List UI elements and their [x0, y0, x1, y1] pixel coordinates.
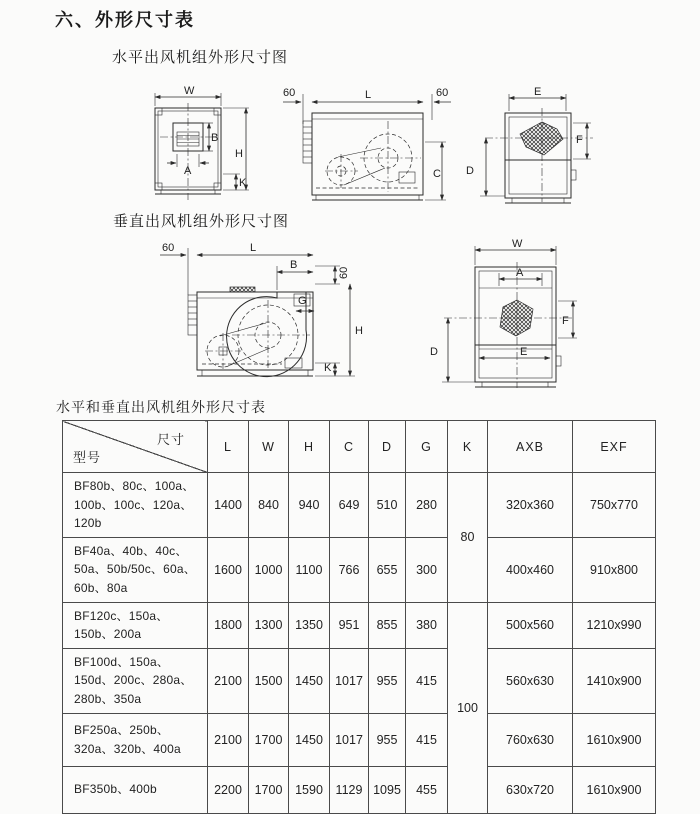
dim-label-C: C: [433, 168, 441, 180]
dim-label-60-top: 60: [338, 266, 350, 279]
dim-label-D: D: [466, 165, 474, 177]
dim-label-B: B: [211, 132, 219, 144]
cell-L: 2200: [208, 766, 249, 813]
cell-L: 1800: [208, 602, 249, 648]
subtitle-vertical-unit: 垂直出风机组外形尺寸图: [113, 213, 290, 230]
cell-L: 2100: [208, 713, 249, 766]
dim-label-F: F: [576, 134, 583, 146]
page-title: 六、外形尺寸表: [55, 10, 195, 30]
cell-C: 766: [330, 537, 369, 602]
model-cell: BF100d、150a、150d、200c、280a、280b、350a: [63, 648, 208, 713]
cell-L: 1400: [208, 473, 249, 538]
dim-label-E: E: [534, 86, 542, 98]
corner-size-label: 尺寸: [156, 432, 185, 447]
table-row: [63, 713, 656, 766]
cell-C: 649: [330, 473, 369, 538]
drawing-horizontal-front-view: [145, 84, 255, 206]
col-header-AXB: AXB: [488, 421, 573, 473]
dim-label-A: A: [184, 165, 192, 177]
corner-model-label: 型号: [73, 450, 102, 465]
dim-label-W: W: [184, 85, 195, 97]
cell-C: 1017: [330, 648, 369, 713]
cell-AXB: 760x630: [488, 713, 573, 766]
cell-C: 951: [330, 602, 369, 648]
cell-W: 1700: [249, 713, 289, 766]
col-header-H: H: [289, 421, 330, 473]
dim-label-H: H: [235, 148, 243, 160]
dim-label-L: L: [250, 242, 257, 254]
cell-H: 1590: [289, 766, 330, 813]
col-header-L: L: [208, 421, 249, 473]
model-cell: BF120c、150a、150b、200a: [63, 602, 208, 648]
dim-label-E: E: [520, 346, 528, 358]
col-header-K: K: [448, 421, 488, 473]
cell-AXB: 500x560: [488, 602, 573, 648]
cell-EXF: 1410x900: [573, 648, 656, 713]
table-row: [63, 537, 656, 602]
table-row: [63, 602, 656, 648]
cell-D: 655: [369, 537, 406, 602]
corner-cell: [63, 421, 208, 473]
col-header-C: C: [330, 421, 369, 473]
cell-G: 380: [406, 602, 448, 648]
cell-EXF: 1210x990: [573, 602, 656, 648]
cell-W: 1000: [249, 537, 289, 602]
cell-K-merged-100: 100: [448, 602, 488, 813]
dimensions-table: [62, 420, 656, 814]
cell-AXB: 400x460: [488, 537, 573, 602]
table-row: [63, 648, 656, 713]
col-header-G: G: [406, 421, 448, 473]
cell-H: 1100: [289, 537, 330, 602]
dim-label-K: K: [239, 177, 247, 189]
dim-label-60-left: 60: [162, 242, 175, 254]
cell-D: 1095: [369, 766, 406, 813]
dim-label-L: L: [365, 89, 372, 101]
model-cell: BF40a、40b、40c、50a、50b/50c、60a、60b、80a: [63, 537, 208, 602]
cell-D: 510: [369, 473, 406, 538]
dim-label-F: F: [562, 315, 569, 327]
cell-H: 1350: [289, 602, 330, 648]
cell-C: 1129: [330, 766, 369, 813]
table-header-row: [63, 421, 656, 473]
cell-D: 855: [369, 602, 406, 648]
cell-EXF: 1610x900: [573, 766, 656, 813]
dim-label-60-right: 60: [436, 87, 449, 99]
cell-G: 455: [406, 766, 448, 813]
cell-W: 840: [249, 473, 289, 538]
cell-G: 415: [406, 648, 448, 713]
cell-W: 1300: [249, 602, 289, 648]
cell-C: 1017: [330, 713, 369, 766]
dim-label-H: H: [355, 325, 363, 337]
col-header-EXF: EXF: [573, 421, 656, 473]
cell-D: 955: [369, 648, 406, 713]
model-cell: BF250a、250b、320a、320b、400a: [63, 713, 208, 766]
table-row: [63, 766, 656, 813]
table-title: 水平和垂直出风机组外形尺寸表: [56, 399, 266, 415]
cell-W: 1500: [249, 648, 289, 713]
col-header-D: D: [369, 421, 406, 473]
cell-AXB: 320x360: [488, 473, 573, 538]
cell-AXB: 560x630: [488, 648, 573, 713]
drawing-vertical-side-view: [120, 238, 365, 390]
table-row: [63, 473, 656, 538]
drawing-horizontal-end-view: [460, 84, 600, 208]
col-header-W: W: [249, 421, 289, 473]
cell-AXB: 630x720: [488, 766, 573, 813]
cell-L: 2100: [208, 648, 249, 713]
cell-L: 1600: [208, 537, 249, 602]
cell-D: 955: [369, 713, 406, 766]
model-cell: BF350b、400b: [63, 766, 208, 813]
model-cell: BF80b、80c、100a、100b、100c、120a、120b: [63, 473, 208, 538]
cell-H: 940: [289, 473, 330, 538]
subtitle-horizontal-unit: 水平出风机组外形尺寸图: [112, 49, 289, 66]
dim-label-D: D: [430, 346, 438, 358]
dim-label-W: W: [512, 238, 523, 250]
drawing-horizontal-side-view: [281, 84, 453, 206]
dim-label-60-left: 60: [283, 87, 296, 99]
dim-label-A: A: [516, 267, 524, 279]
cell-W: 1700: [249, 766, 289, 813]
cell-EXF: 750x770: [573, 473, 656, 538]
cell-G: 280: [406, 473, 448, 538]
cell-H: 1450: [289, 648, 330, 713]
drawing-vertical-end-view: [420, 236, 600, 394]
cell-G: 415: [406, 713, 448, 766]
cell-H: 1450: [289, 713, 330, 766]
cell-K-merged-80: 80: [448, 473, 488, 603]
cell-G: 300: [406, 537, 448, 602]
cell-EXF: 1610x900: [573, 713, 656, 766]
dim-label-K: K: [324, 362, 332, 374]
dim-label-G: G: [298, 295, 307, 307]
cell-EXF: 910x800: [573, 537, 656, 602]
dim-label-B: B: [290, 259, 298, 271]
